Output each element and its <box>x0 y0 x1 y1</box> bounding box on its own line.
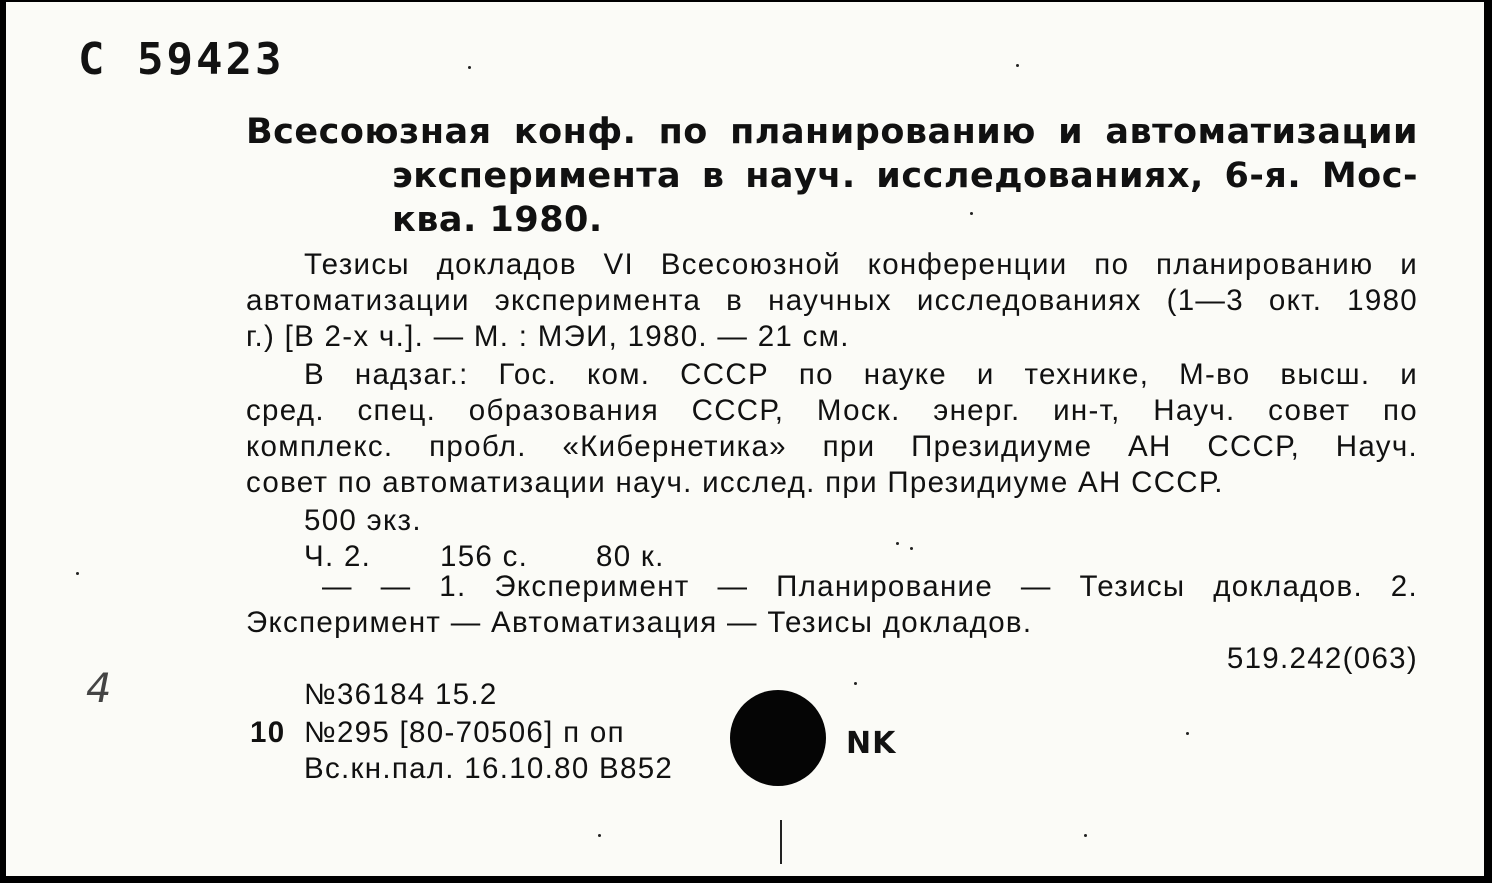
scan-speck <box>970 212 973 215</box>
header-note-line-4: совет по автоматизации науч. исслед. при Президиуме АН СССР. <box>246 466 1224 499</box>
subjects-line-1: — — 1. Эксперимент — Планирование — Тезисы докладов. 2. <box>322 570 1418 603</box>
description-line-3: г.) [В 2-х ч.]. — М. : МЭИ, 1980. — 21 см. <box>246 320 850 353</box>
catalog-card <box>6 2 1484 876</box>
scan-speck <box>854 682 857 685</box>
scan-speck <box>1016 64 1019 67</box>
heading-line-3: ква. 1980. <box>392 200 603 240</box>
classification-code: 519.242(063) <box>1226 642 1418 675</box>
catalog-mark: С 59423 <box>78 34 285 85</box>
scan-stroke <box>780 820 782 864</box>
part-volume: Ч. 2. <box>304 540 372 573</box>
header-note-line-1: В надзаг.: Гос. ком. СССР по науке и технике, М-во высш. и <box>304 358 1418 391</box>
heading-line-2: эксперимента в науч. исследованиях, 6-я. Мос- <box>392 156 1418 196</box>
part-pages: 156 с. <box>440 540 529 573</box>
description-line-1: Тезисы докладов VI Всесоюзной конференции по планированию и <box>304 248 1418 281</box>
punch-hole <box>730 690 826 786</box>
part-price: 80 к. <box>596 540 665 573</box>
heading-line-1: Всесоюзная конф. по планированию и автоматизации <box>246 112 1418 152</box>
stamp-mark: NK <box>846 726 897 761</box>
scan-speck <box>896 542 899 545</box>
footer-line-2: №295 [80-70506] п оп <box>304 716 625 749</box>
scan-speck <box>910 547 913 550</box>
header-note-line-3: комплекс. пробл. «Кибернетика» при Президиуме АН СССР, Науч. <box>246 430 1418 463</box>
subjects-line-2: Эксперимент — Автоматизация — Тезисы докладов. <box>246 606 1033 639</box>
header-note-line-2: сред. спец. образования СССР, Моск. энерг. ин-т, Науч. совет по <box>246 394 1418 427</box>
pencil-mark: 4 <box>86 666 112 712</box>
footer-line-1: №36184 15.2 <box>304 678 498 711</box>
print-run: 500 экз. <box>304 504 422 537</box>
scan-speck <box>468 66 471 69</box>
scan-speck <box>1186 732 1189 735</box>
scan-speck <box>1084 834 1087 837</box>
copies-count: 10 <box>250 716 286 749</box>
scan-speck <box>76 572 79 575</box>
scan-speck <box>598 834 601 837</box>
footer-line-3: Вс.кн.пал. 16.10.80 В852 <box>304 752 674 785</box>
description-line-2: автоматизации эксперимента в научных исследованиях (1—3 окт. 1980 <box>246 284 1418 317</box>
